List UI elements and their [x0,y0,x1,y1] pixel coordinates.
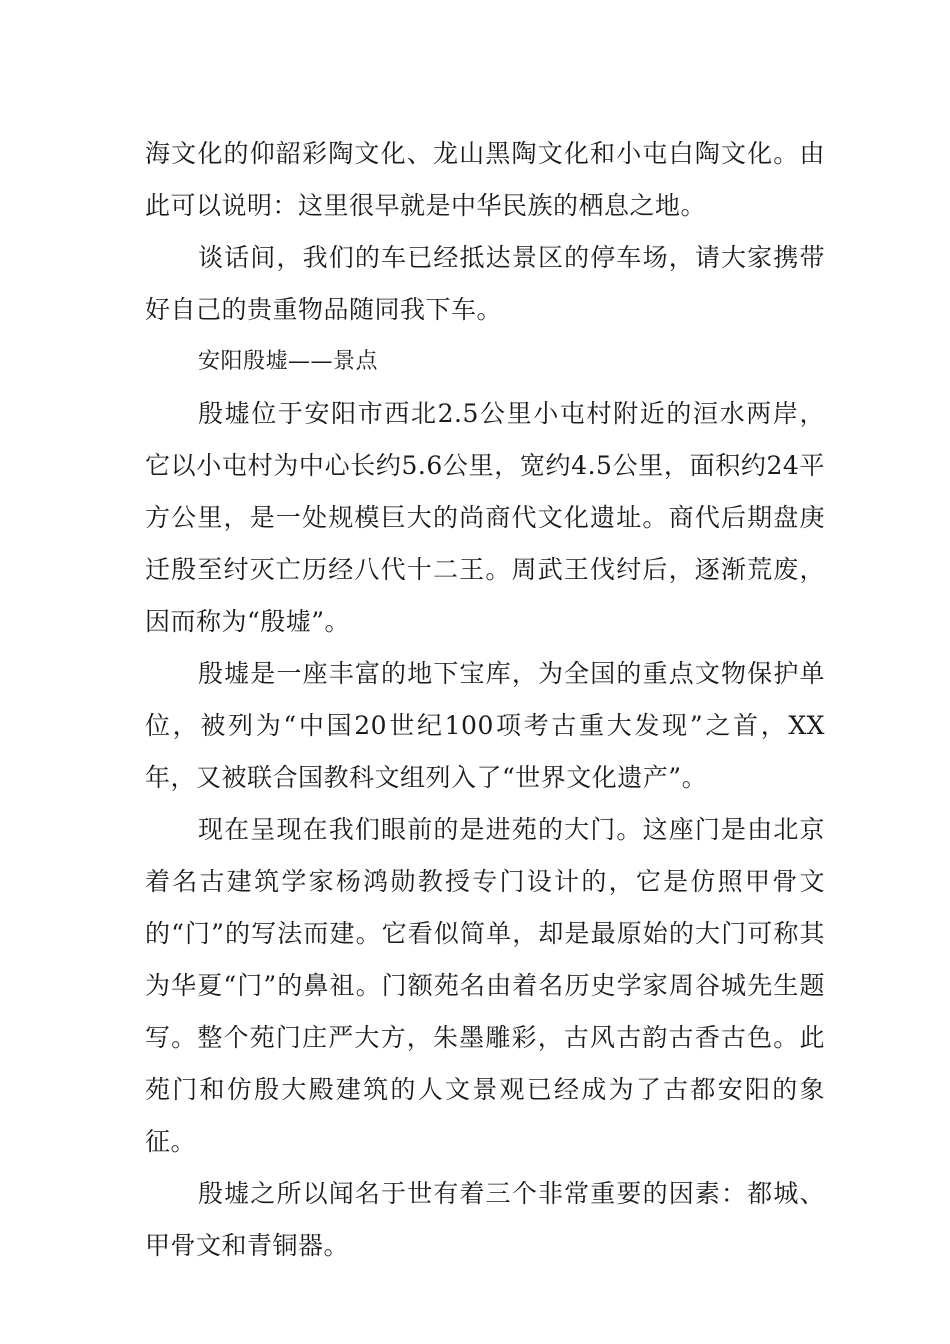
paragraph-factors: 殷墟之所以闻名于世有着三个非常重要的因素：都城、甲骨文和青铜器。 [145,1179,825,1260]
document-body [145,128,825,1272]
paragraph-gate: 现在呈现在我们眼前的是进苑的大门。这座门是由北京着名古建筑学家杨鸿勋教授专门设计的，它是仿照甲骨文的“门”的写法而建。它看似简单，却是最原始的大门可称其为华夏“门”的鼻祖。门额苑名由着名历史学家周谷城先生题写。整个苑门庄严大方，朱墨雕彩，古风古韵古香古色。此苑门和仿殷大殿建筑的人文景观已经成为了古都安阳的象征。 [145,815,825,1156]
paragraph-location: 殷墟位于安阳市西北2.5公里小屯村附近的洹水两岸，它以小屯村为中心长约5.6公里，宽约4.5公里，面积约24平方公里，是一处规模巨大的尚商代文化遗址。商代后期盘庚迁殷至纣灭亡历经八代十二王。周武王伐纣后，逐渐荒废，因而称为“殷墟”。 [145,399,825,636]
section-heading: 安阳殷墟——景点 [198,349,379,374]
paragraph-continuation: 海文化的仰韶彩陶文化、龙山黑陶文化和小屯白陶文化。由此可以说明：这里很早就是中华民族的栖息之地。 [145,139,825,220]
paragraph-arrival: 谈话间，我们的车已经抵达景区的停车场，请大家携带好自己的贵重物品随同我下车。 [145,243,825,324]
paragraph-heritage: 殷墟是一座丰富的地下宝库，为全国的重点文物保护单位，被列为“中国20世纪100项考古重大发现”之首，XX年，又被联合国教科文组列入了“世界文化遗产”。 [145,659,825,792]
